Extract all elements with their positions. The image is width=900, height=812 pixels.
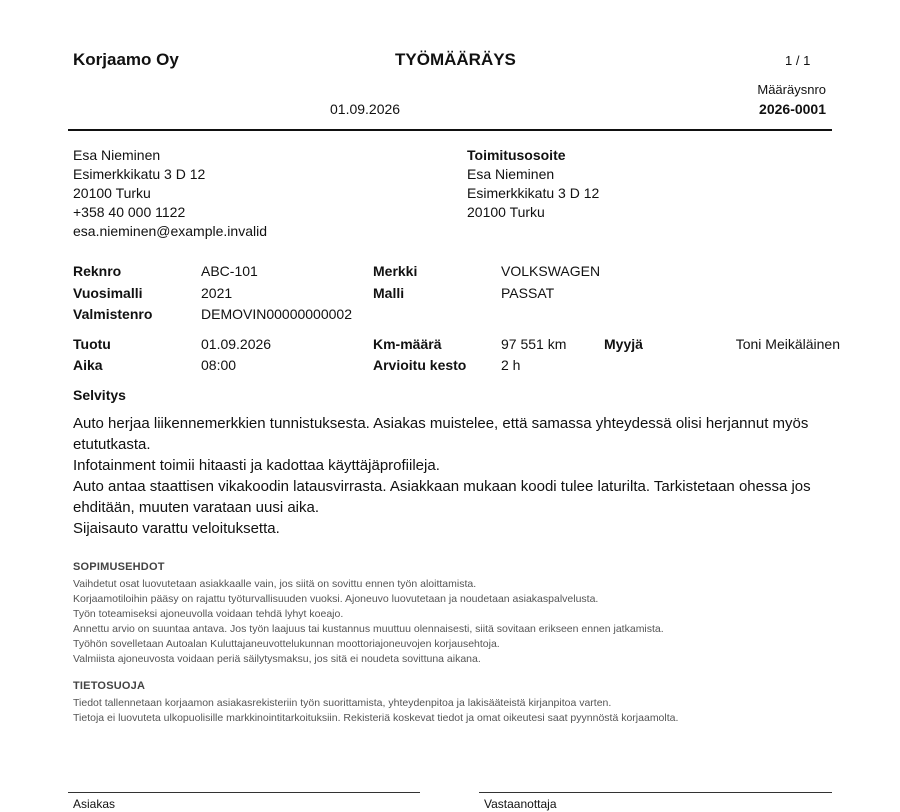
page-number: 1 / 1 [785, 53, 811, 68]
time-label: Aika [73, 357, 103, 373]
terms-heading: SOPIMUSEHDOT [73, 561, 165, 573]
customer-signature-line [68, 792, 420, 793]
make-label: Merkki [373, 263, 418, 279]
terms-line: Valmiista ajoneuvosta voidaan periä säilytysmaksu, jos sitä ei noudeta sovittuna aikana. [73, 653, 481, 665]
receiver-signature-line [479, 792, 832, 793]
customer-name: Esa Nieminen [73, 147, 161, 163]
reg-value: ABC-101 [201, 263, 258, 279]
terms-line: Korjaamotiloihin pääsy on rajattu työturvallisuuden vuoksi. Ajoneuvo luovutetaan ja noudetaan asiakaspalvelusta. [73, 593, 599, 605]
seller-label: Myyjä [604, 336, 643, 352]
customer-email: esa.nieminen@example.invalid [73, 223, 267, 239]
vin-label: Valmistenro [73, 306, 153, 322]
model-label: Malli [373, 285, 405, 301]
duration-value: 2 h [501, 357, 521, 373]
year-label: Vuosimalli [73, 285, 143, 301]
terms-line: Annettu arvio on suuntaa antava. Jos työn laajuus tai kustannus muuttuu olennaisesti, siitä sovitaan erikseen ennen jatkamista. [73, 623, 664, 635]
receiver-signature-label: Vastaanottaja [484, 797, 557, 811]
privacy-text [73, 696, 853, 726]
privacy-line: Tiedot tallennetaan korjaamon asiakasrekisteriin työn suorittamista, yhteydenpitoa ja lakisääteistä kirjanpitoa varten. [73, 697, 612, 709]
vin-value: DEMOVIN00000000002 [201, 306, 352, 322]
privacy-heading: TIETOSUOJA [73, 680, 146, 692]
description-heading: Selvitys [73, 387, 126, 403]
order-number-label: Määräysnro [757, 82, 826, 97]
company-name: Korjaamo Oy [73, 50, 179, 69]
time-value: 08:00 [201, 357, 237, 373]
customer-address [73, 146, 267, 241]
customer-signature-label: Asiakas [73, 797, 116, 811]
terms-line: Työn toteamiseksi ajoneuvolla voidaan tehdä lyhyt koeajo. [73, 608, 344, 620]
description-line: Infotainment toimii hitaasti ja kadottaa käyttäjäprofiileja. [73, 457, 440, 474]
terms-line: Työhön sovelletaan Autoalan Kuluttajaneuvottelukunnan moottoriajoneuvojen korjausehtoja. [73, 638, 500, 650]
description-text [73, 413, 833, 539]
delivery-name: Esa Nieminen [467, 166, 555, 182]
description-line: Auto herjaa liikennemerkkien tunnistuksesta. Asiakas muistelee, että samassa yhteydessä olisi herjannut myös etututkasta. [73, 415, 809, 453]
year-value: 2021 [201, 285, 233, 301]
description-line: Auto antaa staattisen vikakoodin latausvirrasta. Asiakkaan mukaan koodi tulee laturilta. Tarkistetaan ohessa jos ehditään, muuten varataan uusi aika. [73, 478, 811, 516]
delivery-street: Esimerkkikatu 3 D 12 [467, 185, 600, 201]
terms-text [73, 577, 853, 667]
delivery-city: 20100 Turku [467, 204, 545, 220]
km-value: 97 551 km [501, 336, 567, 352]
arrived-label: Tuotu [73, 336, 111, 352]
document-title: TYÖMÄÄRÄYS [395, 50, 516, 69]
order-number: 2026-0001 [759, 101, 826, 117]
customer-phone: +358 40 000 1122 [73, 204, 186, 220]
customer-street: Esimerkkikatu 3 D 12 [73, 166, 206, 182]
privacy-line: Tietoja ei luovuteta ulkopuolisille markkinointitarkoituksiin. Rekisteriä koskevat tiedot ja omat oikeutesi saat pyynnöstä korjaamolta. [73, 712, 679, 724]
arrived-value: 01.09.2026 [201, 336, 272, 352]
delivery-address [467, 146, 599, 222]
reg-label: Reknro [73, 263, 122, 279]
order-date: 01.09.2026 [330, 101, 401, 117]
duration-label: Arvioitu kesto [373, 357, 467, 373]
customer-city: 20100 Turku [73, 185, 151, 201]
description-line: Sijaisauto varattu veloituksetta. [73, 520, 280, 537]
make-value: VOLKSWAGEN [501, 263, 601, 279]
model-value: PASSAT [501, 285, 555, 301]
seller-value: Toni Meikäläinen [735, 336, 840, 352]
delivery-heading: Toimitusosoite [467, 147, 566, 163]
terms-line: Vaihdetut osat luovutetaan asiakkaalle vain, jos siitä on sovittu ennen työn aloittamista. [73, 578, 477, 590]
header-divider [68, 129, 832, 131]
km-label: Km-määrä [373, 336, 442, 352]
